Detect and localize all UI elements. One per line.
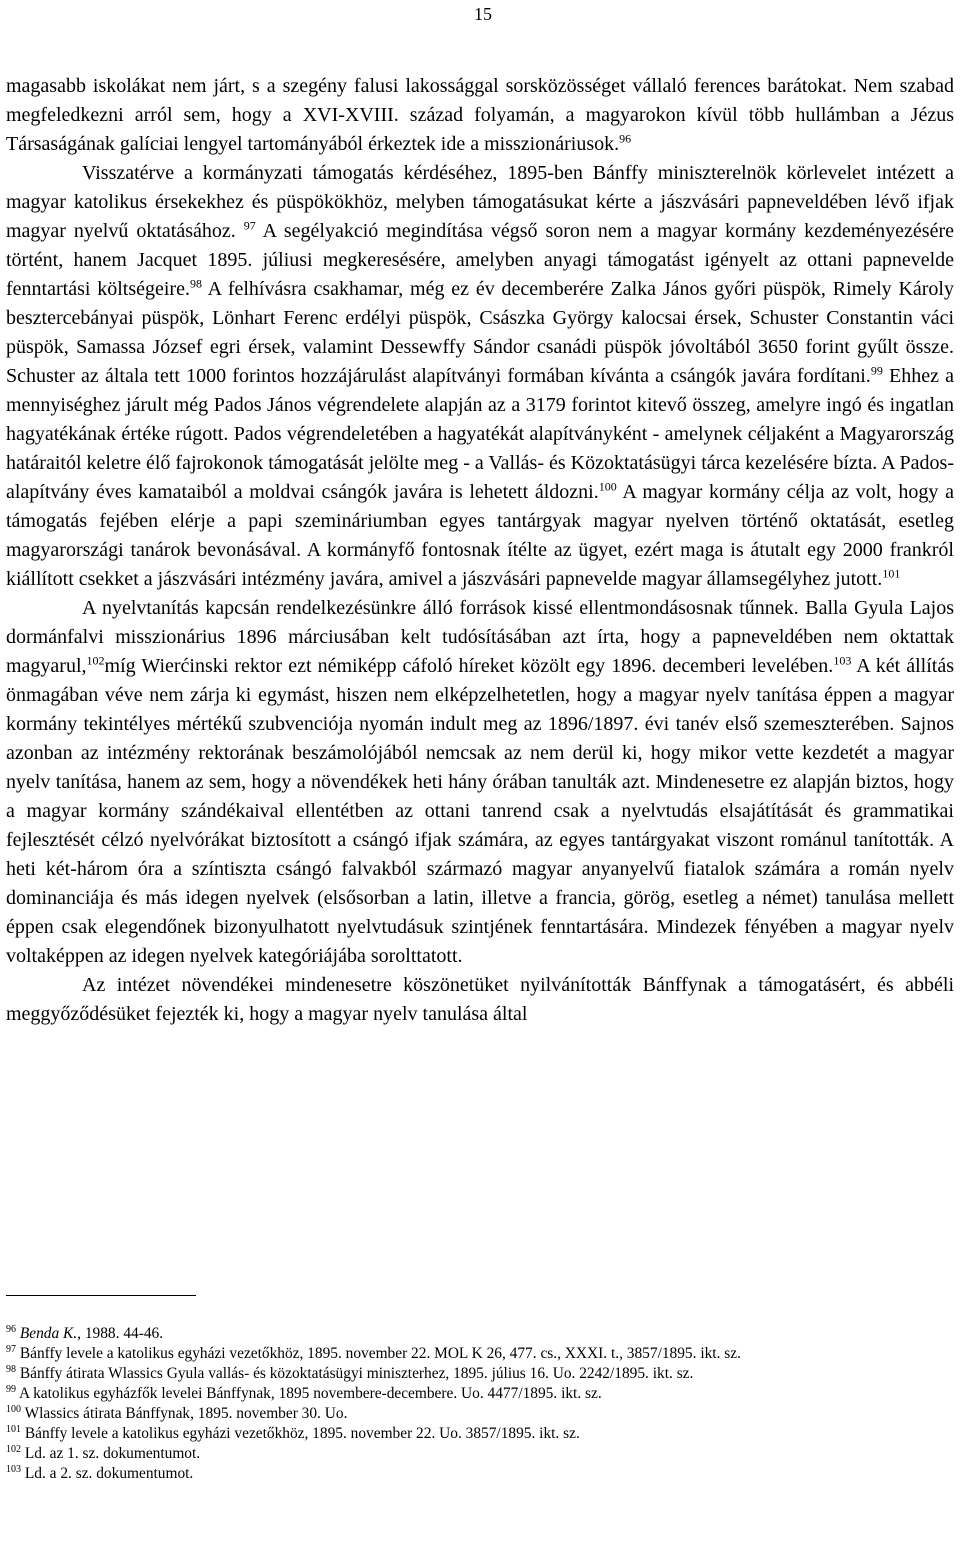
body-text	[6, 72, 954, 1029]
footnote-number: 99	[6, 1383, 16, 1395]
paragraph	[6, 159, 954, 594]
page-number: 15	[474, 4, 492, 24]
footnote	[6, 1444, 954, 1464]
text-run: Bánffy levele a katolikus egyházi vezetőkhöz, 1895. november 22. Uo. 3857/1895. ikt. sz.	[24, 1425, 580, 1442]
footnotes	[6, 1324, 954, 1484]
text-run: Ehhez a mennyiséghez járult még Pados János végrendelete alapján az a 3179 forintot kitevő összeg, amelyre ingó és ingatlan hagyatékának értéke rúgott. Pados végrendeletében a hagyatékát alapítványként - amelynek céljaként a Magyarország határaitól keletre élő fajrokonok támogatását jelölte meg - a Vallás- és Közoktatásügyi tárca kezelésére bízta. A Pados-alapítvány éves kamataiból a moldvai csángók javára is lehetett áldozni.	[6, 365, 954, 503]
footnote-number: 100	[6, 1403, 21, 1415]
footnote-number: 102	[6, 1443, 21, 1455]
text-run: Ld. az 1. sz. dokumentumot.	[24, 1445, 201, 1462]
paragraph	[6, 72, 954, 159]
footnote-number: 97	[6, 1343, 16, 1355]
footnote-reference: 101	[882, 566, 901, 581]
text-run: Wlassics átirata Bánffynak, 1895. november 30. Uo.	[24, 1405, 348, 1422]
text-run: , 1988. 44-46.	[77, 1325, 164, 1342]
footnote-separator	[6, 1295, 196, 1296]
footnote	[6, 1384, 954, 1404]
footnote	[6, 1464, 954, 1484]
text-run: magasabb iskolákat nem járt, s a szegény falusi lakossággal sorsközösséget vállaló ferences barátokat. Nem szabad megfeledkezni arról sem, hogy a XVI-XVIII. század folyamán, a magyarokon kívül több hullámban a Jézus Társaságának galíciai lengyel tartományából érkeztek ide a misszionáriusok.	[6, 75, 954, 155]
footnote-number: 103	[6, 1463, 21, 1475]
footnote-reference: 99	[870, 363, 883, 378]
footnote-reference: 96	[619, 131, 632, 146]
text-run: Visszatérve a kormányzati támogatás kérdéséhez, 1895-ben Bánffy miniszterelnök körlevelet intézett a magyar katolikus érsekekhez és püspökökhöz, melyben támogatásukat kérte a jászvásári papneveldében lévő ifjak magyar nyelvű oktatásához.	[6, 162, 954, 242]
text-run: A nyelvtanítás kapcsán rendelkezésünkre álló források kissé ellentmondásosnak tűnnek. Balla Gyula Lajos dormánfalvi misszionárius 1896 márciusában kelt tudósításában azt írta, hogy a papneveldében nem oktattak magyarul,	[6, 597, 954, 677]
text-run: A katolikus egyházfők levelei Bánffynak, 1895 novembere-decembere. Uo. 4477/1895. ikt. sz.	[19, 1385, 602, 1402]
paragraph	[6, 971, 954, 1029]
text-run: Bánffy átirata Wlassics Gyula vallás- és közoktatásügyi miniszterhez, 1895. július 16. Uo. 2242/1895. ikt. sz.	[19, 1365, 694, 1382]
footnote-reference: 97	[243, 218, 256, 233]
italic-text: Benda K.	[19, 1325, 78, 1342]
text-run: Ld. a 2. sz. dokumentumot.	[24, 1465, 194, 1482]
footnote-reference: 103	[833, 653, 852, 668]
text-run: A magyar kormány célja az volt, hogy a támogatás fejében elérje a papi szemináriumban egyes tantárgyak magyar nyelven történő oktatását, esetleg magyarországi tanárok bevonásával. A kormányfő fontosnak ítélte az ügyet, ezért maga is átutalt egy 2000 frankról kiállított csekket a jászvásári intézmény javára, amivel a jászvásári papnevelde magyar államsegélyhez jutott.	[6, 481, 954, 590]
footnote-number: 96	[6, 1323, 16, 1335]
footnote-reference: 102	[86, 653, 105, 668]
paragraph	[6, 594, 954, 971]
footnote	[6, 1424, 954, 1444]
footnote	[6, 1364, 954, 1384]
footnote-reference: 98	[189, 276, 202, 291]
text-run: Bánffy levele a katolikus egyházi vezetőkhöz, 1895. november 22. MOL K 26, 477. cs., XXXI. t., 3857/1895. ikt. sz.	[19, 1345, 741, 1362]
footnote	[6, 1404, 954, 1424]
footnote-reference: 100	[598, 479, 617, 494]
footnote	[6, 1324, 954, 1344]
text-run: A felhívásra csakhamar, még ez év decemberére Zalka János győri püspök, Rimely Károly besztercebányai püspök, Lönhart Ferenc erdélyi püspök, Császka György kalocsai érsek, Schuster Constantin váci püspök, Samassa József egri érsek, valamint Dessewffy Sándor csanádi püspök jóvoltából 3650 forint gyűlt össze. Schuster az általa tett 1000 forintos hozzájárulást alapítványi formában kívánta a csángók javára fordítani.	[6, 278, 954, 387]
text-run: Az intézet növendékei mindenesetre köszönetüket nyilvánították Bánffynak a támogatásért, és abbéli meggyőződésüket fejezték ki, hogy a magyar nyelv tanulása által	[6, 974, 954, 1025]
footnote-number: 101	[6, 1423, 21, 1435]
footnote-number: 98	[6, 1363, 16, 1375]
text-run: míg Wierćinski rektor ezt némiképp cáfoló híreket közölt egy 1896. decemberi levelében.	[104, 655, 834, 677]
footnote	[6, 1344, 954, 1364]
text-run: A segélyakció megindítása végső soron nem a magyar kormány kezdeményezésére történt, hanem Jacquet 1895. júliusi megkeresésére, amelyben anyagi támogatást igényelt az ottani papnevelde fenntartási költségeire.	[6, 220, 954, 300]
text-run: A két állítás önmagában véve nem zárja ki egymást, hiszen nem elképzelhetetlen, hogy a magyar nyelv tanítása éppen a magyar kormány tekintélyes mértékű szubvenciója nyomán indult meg az 1896/1897. évi tanév első szemeszterében. Sajnos azonban az intézmény rektorának beszámolójából nemcsak az nem derül ki, hogy mikor vette kezdetét a magyar nyelv tanítása, hanem az sem, hogy a növendékek heti hány órában tanulták azt. Mindenesetre ez alapján biztos, hogy a magyar kormány szándékaival ellentétben az ottani tanrend csak a nyelvtudás elsajátítását és grammatikai fejlesztését célzó nyelvórákat biztosított a csángó ifjak számára, az egyes tantárgyakat viszont románul tanították. A heti két-három óra a színtiszta csángó falvakból származó magyar anyanyelvű fiatalok számára a román nyelv dominanciája és más idegen nyelvek (elsősorban a latin, illetve a francia, görög, esetleg a német) tanulása mellett éppen csak elegendőnek bizonyulhatott nyelvtudásuk szintjének fenntartására. Mindezek fényében a magyar nyelv voltaképpen az idegen nyelvek kategóriájába sorolttatott.	[6, 655, 954, 967]
